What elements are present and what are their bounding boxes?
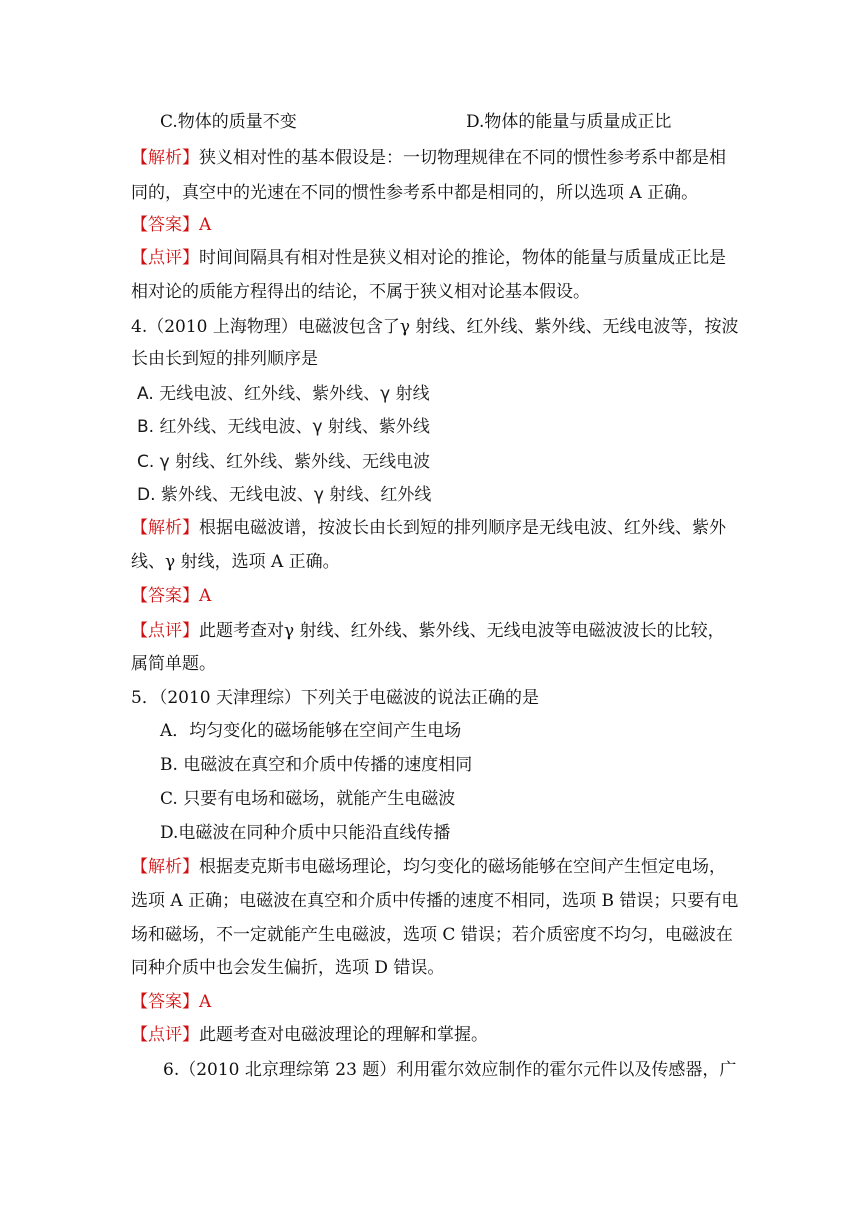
analysis-tag: 【解析】 (131, 518, 199, 538)
q5-review-line-1 (131, 1023, 488, 1049)
analysis-text: 狭义相对性的基本假设是：一切物理规律在不同的惯性参考系中都是相 (199, 148, 726, 168)
q4-option-c: C. γ 射线、红外线、紫外线、无线电波 (137, 452, 431, 472)
q5-analysis-line-1 (131, 855, 726, 881)
q4-analysis-line-1 (131, 516, 726, 542)
q4-review-line-2: 属简单题。 (131, 654, 216, 674)
q5-answer (131, 990, 211, 1016)
q4-stem-line-1: 4.（2010 上海物理）电磁波包含了γ 射线、红外线、紫外线、无线电波等，按波 (131, 317, 739, 337)
q4-option-d: D. 紫外线、无线电波、γ 射线、红外线 (137, 485, 432, 505)
answer-tag: 【答案】 (131, 215, 199, 235)
q4-option-b: B. 红外线、无线电波、γ 射线、紫外线 (137, 417, 430, 437)
answer-value: A (199, 992, 212, 1012)
q5-analysis-line-3: 场和磁场，不一定就能产生电磁波，选项 C 错误；若介质密度不均匀，电磁波在 (131, 925, 733, 945)
q5-analysis-line-2: 选项 A 正确；电磁波在真空和介质中传播的速度不相同，选项 B 错误；只要有电 (131, 891, 739, 911)
q6-stem-line-1: 6.（2010 北京理综第 23 题）利用霍尔效应制作的霍尔元件以及传感器，广 (163, 1060, 737, 1080)
q4-option-a: A. 无线电波、红外线、紫外线、γ 射线 (137, 384, 430, 404)
answer-tag: 【答案】 (131, 586, 199, 606)
q3-review-line-1 (131, 246, 726, 272)
q5-option-d: D.电磁波在同种介质中只能沿直线传播 (160, 823, 451, 843)
q3-analysis-line-1 (131, 146, 726, 172)
q5-analysis-line-4: 同种介质中也会发生偏折，选项 D 错误。 (131, 958, 445, 978)
q5-option-c: C. 只要有电场和磁场，就能产生电磁波 (160, 789, 456, 809)
q3-analysis-line-2: 同的，真空中的光速在不同的惯性参考系中都是相同的，所以选项 A 正确。 (131, 183, 699, 203)
q5-stem: 5．（2010 天津理综）下列关于电磁波的说法正确的是 (131, 688, 539, 708)
analysis-text: 根据麦克斯韦电磁场理论，均匀变化的磁场能够在空间产生恒定电场， (199, 857, 726, 877)
q4-analysis-line-2: 线、γ 射线，选项 A 正确。 (131, 552, 340, 572)
q5-option-a: A．均匀变化的磁场能够在空间产生电场 (160, 721, 462, 741)
analysis-tag: 【解析】 (131, 148, 199, 168)
q3-answer (131, 213, 211, 239)
answer-value: A (199, 586, 212, 606)
review-tag: 【点评】 (131, 1025, 199, 1045)
analysis-tag: 【解析】 (131, 857, 199, 877)
answer-tag: 【答案】 (131, 992, 199, 1012)
review-text: 时间间隔具有相对性是狭义相对论的推论，物体的能量与质量成正比是 (199, 248, 726, 268)
q3-review-line-2: 相对论的质能方程得出的结论，不属于狭义相对论基本假设。 (131, 282, 590, 302)
q5-option-b: B. 电磁波在真空和介质中传播的速度相同 (160, 755, 473, 775)
q3-option-c: C.物体的质量不变 (160, 112, 297, 132)
q4-answer (131, 584, 211, 610)
q4-review-line-1 (131, 619, 725, 645)
review-text: 此题考查对电磁波理论的理解和掌握。 (199, 1025, 488, 1045)
q4-stem-line-2: 长由长到短的排列顺序是 (131, 349, 318, 369)
answer-value: A (199, 215, 212, 235)
analysis-text: 根据电磁波谱，按波长由长到短的排列顺序是无线电波、红外线、紫外 (199, 518, 726, 538)
review-tag: 【点评】 (131, 621, 199, 641)
review-tag: 【点评】 (131, 248, 199, 268)
review-text: 此题考查对γ 射线、红外线、紫外线、无线电波等电磁波波长的比较， (199, 621, 725, 641)
q3-option-d: D.物体的能量与质量成正比 (466, 112, 672, 132)
